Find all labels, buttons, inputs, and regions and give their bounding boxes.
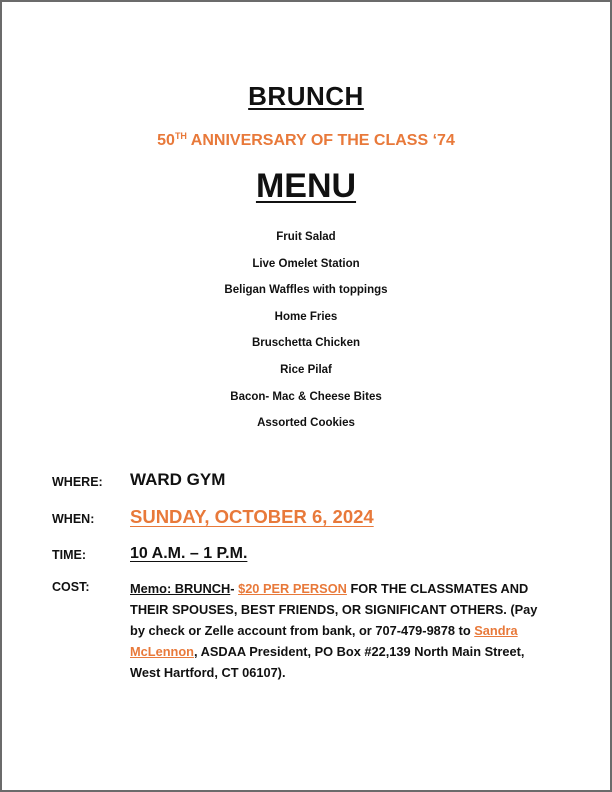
subtitle-text: ANNIVERSARY OF THE CLASS ‘74	[186, 132, 455, 149]
menu-item: Fruit Salad	[276, 231, 336, 243]
cost-address: , ASDAA President, PO Box #22,139 North Main Street, West Hartford, CT 06107).	[130, 644, 525, 680]
menu-item: Live Omelet Station	[252, 257, 360, 270]
contact-name: Sandra McLennon	[130, 623, 518, 659]
menu-item: Bacon- Mac & Cheese Bites	[230, 390, 382, 403]
anniversary-subtitle	[2, 131, 610, 150]
where-label: WHERE:	[52, 475, 103, 489]
menu-item: Rice Pilaf	[280, 363, 332, 376]
when-value: SUNDAY, OCTOBER 6, 2024	[130, 506, 374, 527]
when-label: WHEN:	[52, 512, 95, 526]
cost-dash: -	[230, 581, 239, 596]
subtitle-ordinal: TH	[174, 131, 187, 141]
cost-price: $20 PER PERSON	[238, 581, 347, 596]
cost-memo: Memo: BRUNCH	[130, 581, 231, 596]
menu-item: Beligan Waffles with toppings	[224, 284, 388, 297]
menu-item: Assorted Cookies	[257, 417, 355, 430]
cost-description: FOR THE CLASSMATES AND THEIR SPOUSES, BEST FRIENDS, OR SIGNIFICANT OTHERS. (Pay by check or Zelle account from bank, or 707-479-9878 to	[130, 581, 538, 638]
time-label: TIME:	[52, 548, 87, 562]
flyer-title: BRUNCH	[248, 81, 364, 111]
menu-item: Home Fries	[274, 310, 338, 323]
cost-details	[130, 578, 550, 683]
menu-heading: MENU	[255, 167, 357, 205]
where-value: WARD GYM	[130, 470, 226, 489]
menu-list	[2, 230, 610, 443]
subtitle-number: 50	[157, 132, 175, 149]
menu-item: Bruschetta Chicken	[251, 337, 360, 350]
time-value: 10 A.M. – 1 P.M.	[130, 545, 248, 562]
cost-label: COST:	[52, 580, 90, 594]
